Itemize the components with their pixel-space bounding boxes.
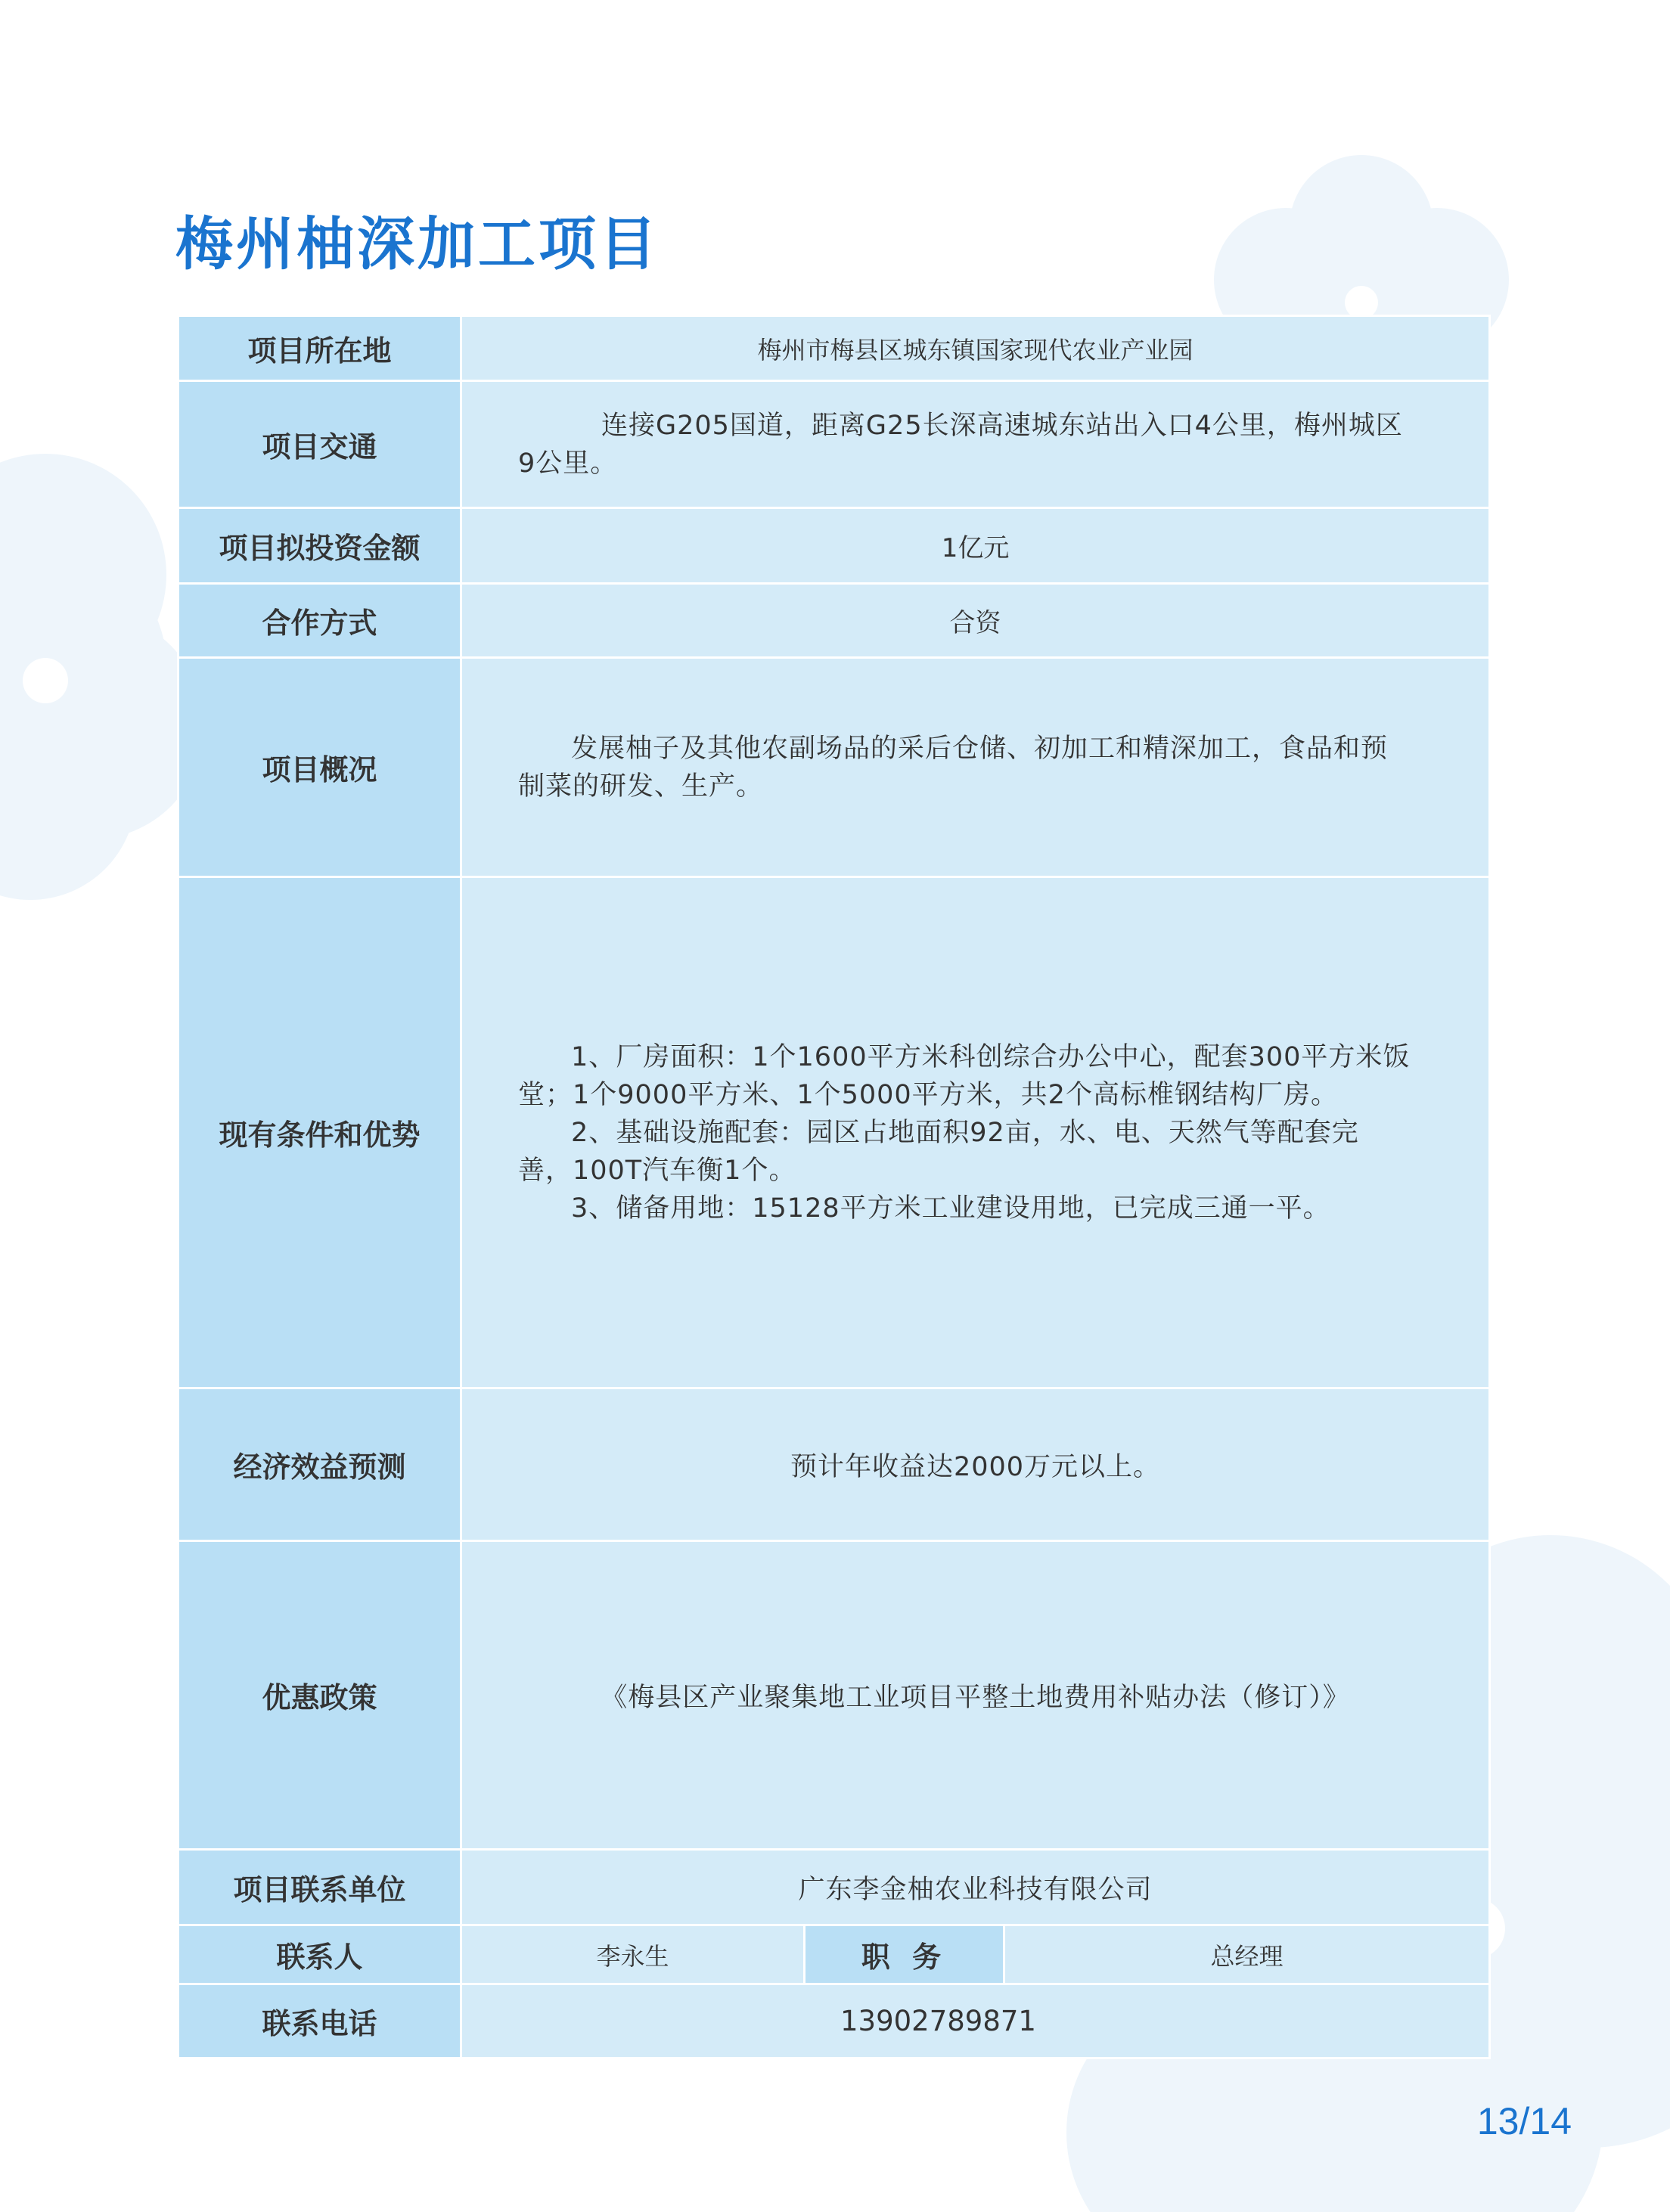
traffic-line-1: 连接G205国道，距离G25长深高速城东站出入口4公里，梅州城区 — [601, 410, 1403, 441]
contact-person-label: 联系人 — [178, 1925, 461, 1984]
table-row — [178, 658, 1490, 877]
conditions-label: 现有条件和优势 — [178, 877, 461, 1388]
benefit-label: 经济效益预测 — [178, 1388, 461, 1541]
phone-label: 联系电话 — [178, 1984, 461, 2058]
conditions-line-1: 1、厂房面积：1个1600平方米科创综合办公中心，配套300平方米饭 — [571, 1041, 1411, 1072]
contact-unit-value: 广东李金柚农业科技有限公司 — [461, 1850, 1490, 1925]
table-row — [178, 316, 1490, 381]
table-row — [178, 1850, 1490, 1925]
table-row — [178, 1984, 1490, 2058]
page-title: 梅州柚深加工项目 — [175, 210, 660, 278]
table-row — [178, 381, 1490, 508]
policy-label: 优惠政策 — [178, 1541, 461, 1850]
conditions-line-2: 堂；1个9000平方米、1个5000平方米，共2个高标椎钢结构厂房。 — [518, 1079, 1338, 1110]
table-row — [178, 877, 1490, 1388]
traffic-label: 项目交通 — [178, 381, 461, 508]
cooperation-label: 合作方式 — [178, 584, 461, 658]
table-row — [178, 1541, 1490, 1850]
position-label: 职 务 — [805, 1925, 1004, 1984]
cooperation-value: 合资 — [461, 584, 1490, 658]
contact-unit-label: 项目联系单位 — [178, 1850, 461, 1925]
table-row — [178, 584, 1490, 658]
phone-value: 13902789871 — [461, 1984, 1490, 2058]
table-row — [178, 508, 1490, 584]
table-row — [178, 1925, 1490, 1984]
overview-label: 项目概况 — [178, 658, 461, 877]
position-value: 总经理 — [1004, 1925, 1490, 1984]
investment-value: 1亿元 — [461, 508, 1490, 584]
traffic-line-2: 9公里。 — [518, 448, 618, 479]
project-info-table — [177, 315, 1491, 2059]
conditions-line-3: 2、基础设施配套：园区占地面积92亩，水、电、天然气等配套完 — [571, 1117, 1359, 1148]
table-row — [178, 1388, 1490, 1541]
location-label: 项目所在地 — [178, 316, 461, 381]
conditions-line-5: 3、储备用地：15128平方米工业建设用地，已完成三通一平。 — [571, 1193, 1330, 1224]
overview-value — [461, 658, 1490, 877]
investment-label: 项目拟投资金额 — [178, 508, 461, 584]
benefit-value: 预计年收益达2000万元以上。 — [461, 1388, 1490, 1541]
traffic-value — [461, 381, 1490, 508]
policy-value: 《梅县区产业聚集地工业项目平整土地费用补贴办法（修订）》 — [461, 1541, 1490, 1850]
conditions-value — [461, 877, 1490, 1388]
conditions-line-4: 善，100T汽车衡1个。 — [518, 1155, 796, 1186]
overview-line-1: 发展柚子及其他农副场品的采后仓储、初加工和精深加工，食品和预 — [571, 733, 1389, 764]
location-value: 梅州市梅县区城东镇国家现代农业产业园 — [461, 316, 1490, 381]
contact-person-value: 李永生 — [461, 1925, 805, 1984]
overview-line-2: 制菜的研发、生产。 — [518, 771, 764, 802]
page-number: 13/14 — [1476, 2100, 1572, 2142]
